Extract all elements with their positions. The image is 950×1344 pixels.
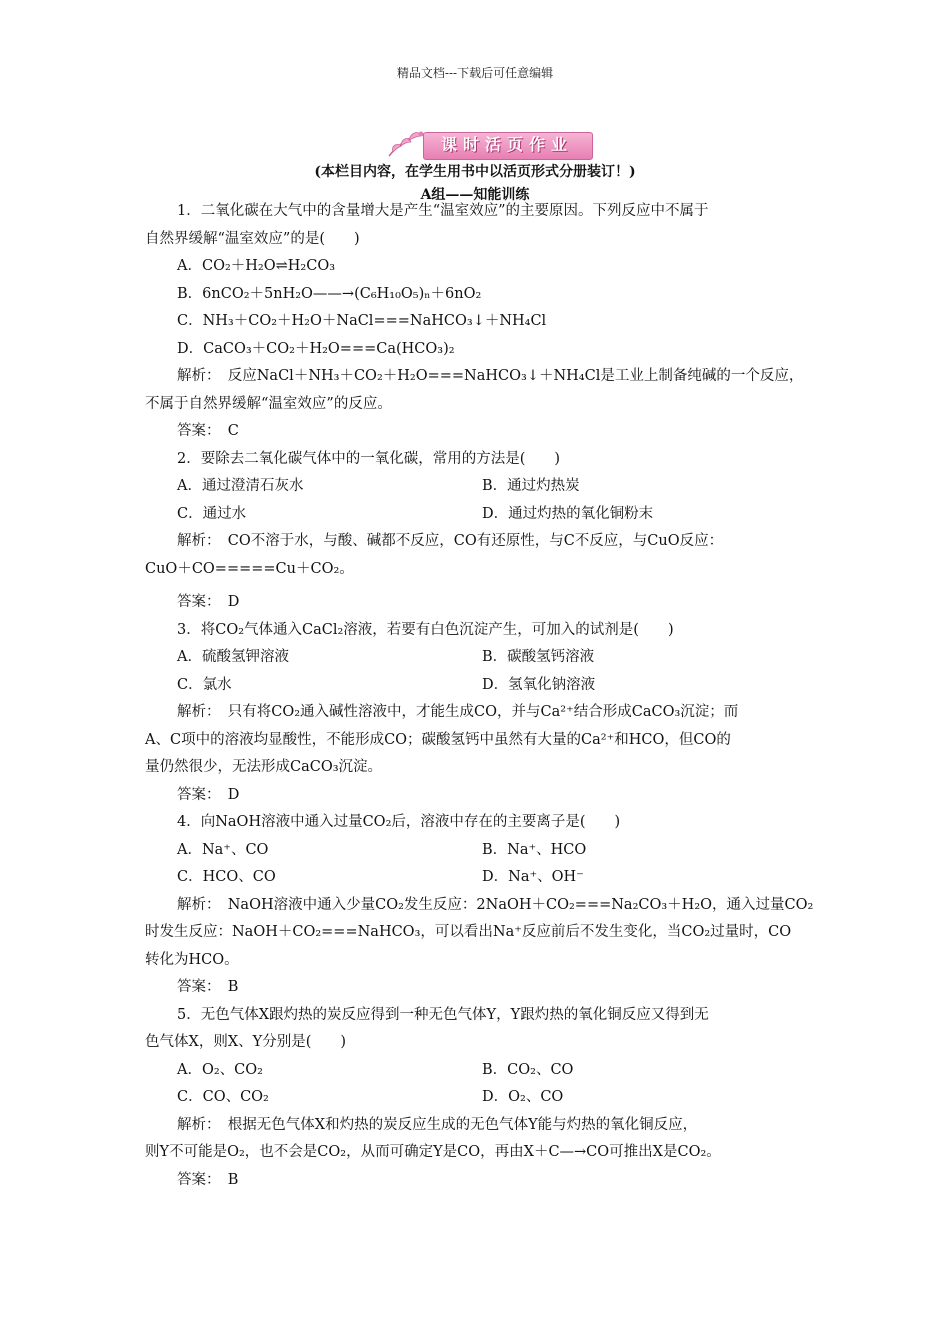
q5-options-row-2 (145, 1084, 810, 1112)
q4-option-a: A．Na⁺、CO (177, 841, 269, 858)
q3-answer: 答案： D (177, 786, 240, 803)
q2-option-a: A．通过澄清石灰水 (177, 478, 304, 494)
q1-stem-1: 1．二氧化碳在大气中的含量增大是产生“温室效应”的主要原因。下列反应中不属于 (177, 203, 709, 219)
q3-explanation-2: A、C项中的溶液均显酸性，不能形成CO；碳酸氢钙中虽然有大量的Ca²⁺和HCO，但CO的 (145, 731, 731, 748)
q5-answer: 答案： B (177, 1171, 239, 1188)
section-banner (385, 126, 595, 162)
q2-explanation-2: CuO＋CO=====Cu＋CO₂。 (145, 560, 354, 577)
q3-options-row-1 (145, 644, 810, 672)
q1-stem-2: 自然界缓解“温室效应”的是( ) (145, 230, 360, 247)
q5-options-row-1 (145, 1057, 810, 1085)
q5-option-c: C．CO、CO₂ (177, 1089, 269, 1105)
q1-explanation-1: 解析： 反应NaCl＋NH₃＋CO₂＋H₂O===NaHCO₃↓＋NH₄Cl是工业上制备纯碱的一个反应， (177, 368, 804, 384)
q2-option-c: C．通过水 (177, 505, 247, 522)
q4-option-b: B．Na⁺、HCO (482, 841, 587, 858)
q2-options-row-2 (145, 501, 810, 529)
q4-explanation-1: 解析： NaOH溶液中通入少量CO₂发生反应：2NaOH＋CO₂===Na₂CO₃＋H₂O，通入过量CO₂ (177, 896, 814, 913)
q5-option-a: A．O₂、CO₂ (177, 1061, 263, 1078)
q2-answer: 答案： D (177, 594, 240, 610)
q4-option-d: D．Na⁺、OH⁻ (482, 869, 584, 885)
q3-option-b: B．碳酸氢钙溶液 (482, 649, 595, 665)
q5-explanation-2: 则Y不可能是O₂，也不会是CO₂，从而可确定Y是CO，再由X＋C—→CO可推出X是CO₂。 (145, 1144, 721, 1160)
question-list (145, 198, 814, 1194)
q1-option-c: C．NH₃＋CO₂＋H₂O＋NaCl===NaHCO₃↓＋NH₄Cl (177, 313, 547, 329)
q4-answer: 答案： B (177, 979, 239, 995)
group-title: A组——知能训练 (420, 187, 530, 203)
q4-options-row-1 (145, 837, 810, 865)
q4-explanation-3: 转化为HCO。 (145, 951, 239, 968)
q3-stem: 3．将CO₂气体通入CaCl₂溶液，若要有白色沉淀产生，可加入的试剂是( ) (177, 621, 674, 638)
q3-options-row-2 (145, 672, 810, 700)
q2-option-b: B．通过灼热炭 (482, 478, 580, 494)
q2-explanation-1: 解析： CO不溶于水，与酸、碱都不反应，CO有还原性，与C不反应，与CuO反应： (177, 533, 724, 549)
q5-stem-1: 5．无色气体X跟灼热的炭反应得到一种无色气体Y，Y跟灼热的氧化铜反应又得到无 (177, 1006, 709, 1023)
q1-answer: 答案： C (177, 423, 239, 439)
q3-explanation-1: 解析： 只有将CO₂通入碱性溶液中，才能生成CO，并与Ca²⁺结合形成CaCO₃沉淀；而 (177, 704, 739, 720)
q1-option-d: D．CaCO₃＋CO₂＋H₂O===Ca(HCO₃)₂ (177, 340, 455, 357)
q4-stem: 4．向NaOH溶液中通入过量CO₂后，溶液中存在的主要离子是( ) (177, 814, 621, 830)
page-header: 精品文档---下载后可任意编辑 (396, 66, 554, 80)
q4-options-row-2 (145, 864, 810, 892)
q3-option-a: A．硫酸氢钾溶液 (177, 649, 289, 665)
q1-option-b: B．6nCO₂＋5nH₂O——→(C₆H₁₀O₅)ₙ＋6nO₂ (177, 285, 482, 302)
q5-explanation-1: 解析： 根据无色气体X和灼热的炭反应生成的无色气体Y能与灼热的氧化铜反应， (177, 1116, 698, 1133)
banner-title: 课时活页作业 (440, 135, 573, 154)
q1-explanation-2: 不属于自然界缓解“温室效应”的反应。 (145, 395, 392, 412)
q5-option-d: D．O₂、CO (482, 1089, 564, 1105)
q3-option-d: D．氢氧化钠溶液 (482, 676, 596, 693)
q2-options-row-1 (145, 473, 810, 501)
binding-note: (本栏目内容，在学生用书中以活页形式分册装订！) (314, 164, 636, 180)
q1-option-a: A．CO₂＋H₂O⇌H₂CO₃ (177, 258, 336, 274)
q2-stem: 2．要除去二氧化碳气体中的一氧化碳，常用的方法是( ) (177, 450, 561, 467)
q5-stem-2: 色气体X，则X、Y分别是( ) (145, 1034, 347, 1050)
q3-explanation-3: 量仍然很少，无法形成CaCO₃沉淀。 (145, 759, 383, 775)
q4-explanation-2: 时发生反应：NaOH＋CO₂===NaHCO₃，可以看出Na⁺反应前后不发生变化，当CO₂过量时，CO (145, 924, 792, 940)
q2-option-d: D．通过灼热的氧化铜粉末 (482, 505, 654, 522)
q4-option-c: C．HCO、CO (177, 869, 276, 885)
q3-option-c: C．氯水 (177, 676, 232, 693)
q5-option-b: B．CO₂、CO (482, 1061, 574, 1078)
